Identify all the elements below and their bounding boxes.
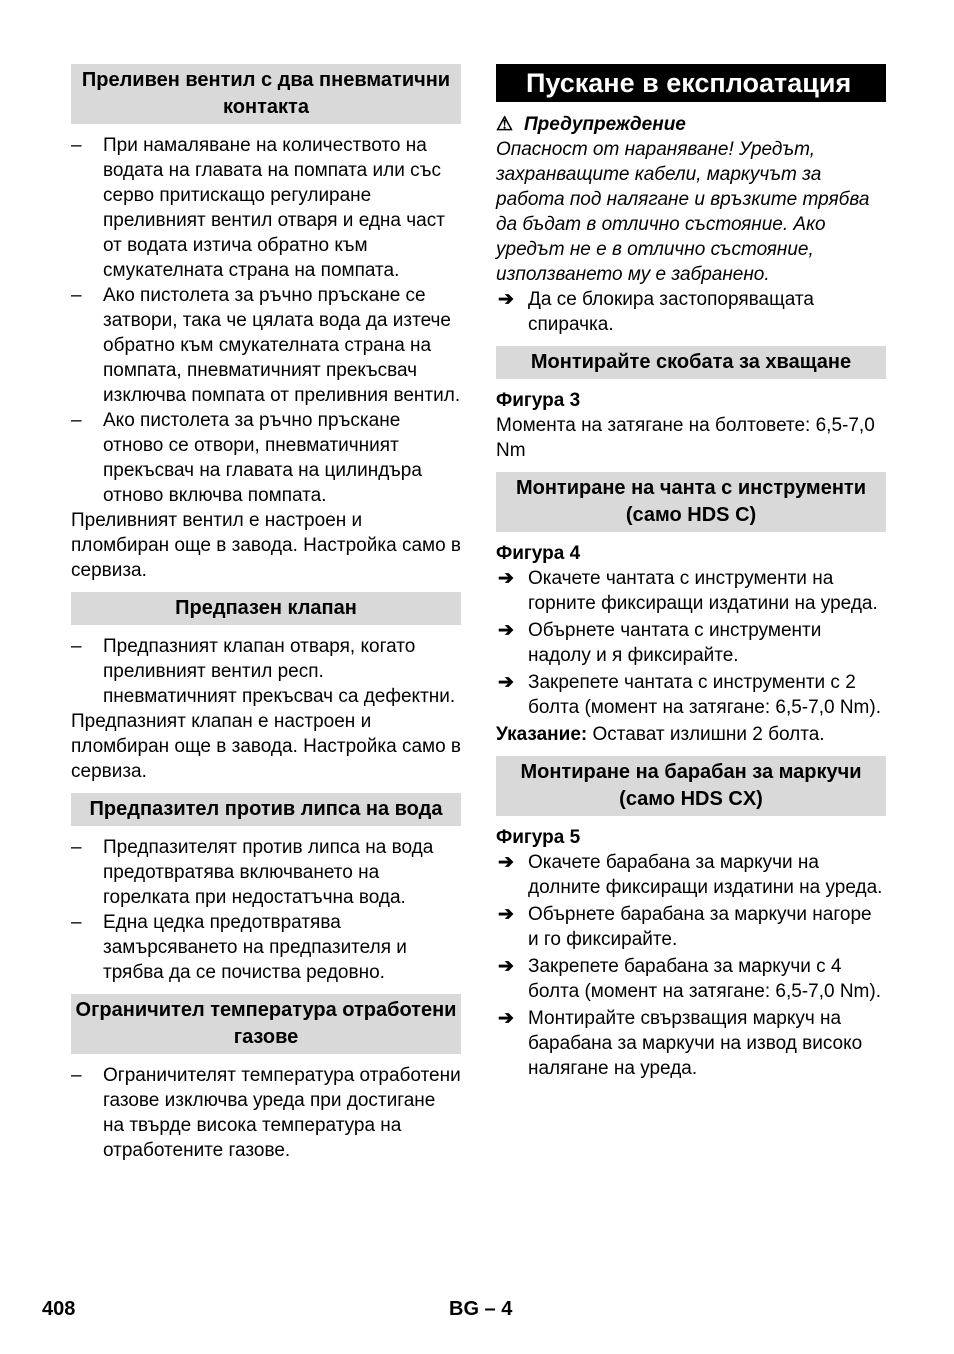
- list-item: – Предпазителят против липса на вода предотвратява включването на горелката при недостатъчна вода.: [71, 837, 434, 908]
- warning-triangle-icon: ⚠: [496, 114, 514, 135]
- paragraph: Преливният вентил е настроен и пломбиран още в завода. Настройка само в сервиза.: [71, 510, 462, 581]
- arrow-icon: ➔: [498, 904, 514, 925]
- step-item: ➔ Обърнете барабана за маркучи нагоре и го фиксирайте.: [498, 904, 872, 950]
- warning-heading: [496, 112, 886, 137]
- section-title-safety-valve: Предпазен клапан: [71, 592, 461, 625]
- paragraph: Момента на затягане на болтовете: 6,5-7,0 Nm: [496, 415, 875, 461]
- list-item: – При намаляване на количеството на водата на главата на помпата или със серво притискащо регулиране преливният вентил отваря и една част от водата изтича обратно към смукателната страна на помпата.: [71, 135, 445, 281]
- list-item: – Една цедка предотвратява замърсяването на предпазителя и трябва да се почиства редовно.: [71, 912, 407, 983]
- dash-marker: –: [71, 636, 82, 657]
- section-title-overflow-valve: Преливен вентил с два пневматични контакта: [71, 64, 461, 124]
- dash-marker: –: [71, 1065, 82, 1086]
- page-number: 408: [42, 1298, 76, 1320]
- list-item: – Предпазният клапан отваря, когато преливният вентил респ. пневматичният прекъсвач са дефектни.: [71, 636, 456, 707]
- arrow-icon: ➔: [498, 289, 514, 310]
- section-title-water-shortage: Предпазител против липса на вода: [71, 793, 461, 826]
- warning-text: Опасност от нараняване! Уредът, захранващите кабели, маркучът за работа под налягане и връзките трябва да бъдат в отлично състояние. Ако уредът не е в отлично състояние, използването му е забранено.: [496, 139, 870, 285]
- main-section-title: Пускане в експлоатация: [496, 64, 886, 102]
- section-title-grip-bracket: Монтирайте скобата за хващане: [496, 346, 886, 379]
- paragraph: Предпазният клапан е настроен и пломбиран още в завода. Настройка само в сервиза.: [71, 711, 462, 782]
- step-item: ➔ Закрепете барабана за маркучи с 4 болта (момент на затягане: 6,5-7,0 Nm).: [498, 956, 881, 1002]
- list-item: – Ако пистолета за ръчно пръскане отново се отвори, пневматичният прекъсвач на главата на цилиндъра отново включва помпата.: [71, 410, 422, 506]
- step-item: ➔ Окачете барабана за маркучи на долните фиксиращи издатини на уреда.: [498, 852, 883, 898]
- note-label: Указание:: [496, 724, 588, 745]
- note: [496, 722, 886, 747]
- dash-marker: –: [71, 837, 82, 858]
- dash-marker: –: [71, 410, 82, 431]
- step-item: ➔ Окачете чантата с инструменти на горните фиксиращи издатини на уреда.: [498, 568, 878, 614]
- arrow-icon: ➔: [498, 672, 514, 693]
- dash-marker: –: [71, 135, 82, 156]
- step-item: ➔ Монтирайте свързващия маркуч на барабана за маркучи на извод високо налягане на уреда.: [498, 1008, 863, 1079]
- step-item: ➔ Обърнете чантата с инструменти надолу и я фиксирайте.: [498, 620, 822, 666]
- note-text: Остават излишни 2 болта.: [587, 724, 825, 745]
- left-column: [71, 64, 461, 1163]
- warning-title: Предупреждение: [524, 114, 686, 135]
- section-title-exhaust-limiter: Ограничител температура отработени газове: [71, 994, 461, 1054]
- list-item: – Ако пистолета за ръчно пръскане се затвори, така че цялата вода да изтече обратно към смукателната страна на помпата, пневматичният прекъсвач изключва помпата от преливния вентил.: [71, 285, 461, 406]
- figure-reference: Фигура 3: [496, 390, 581, 411]
- figure-reference: Фигура 4: [496, 543, 581, 564]
- right-column: [496, 64, 886, 1083]
- arrow-icon: ➔: [498, 568, 514, 589]
- section-title-hose-reel: Монтиране на барабан за маркучи (само HDS CX): [496, 756, 886, 816]
- step-item: ➔ Закрепете чантата с инструменти с 2 болта (момент на затягане: 6,5-7,0 Nm).: [498, 672, 881, 718]
- arrow-icon: ➔: [498, 852, 514, 873]
- dash-marker: –: [71, 912, 82, 933]
- dash-marker: –: [71, 285, 82, 306]
- list-item: – Ограничителят температура отработени газове изключва уреда при достигане на твърде висока температура на отработените газове.: [71, 1065, 461, 1161]
- figure-reference: Фигура 5: [496, 827, 581, 848]
- arrow-icon: ➔: [498, 620, 514, 641]
- section-title-tool-bag: Монтиране на чанта с инструменти (само HDS C): [496, 472, 886, 532]
- step-item: ➔ Да се блокира застопоряващата спирачка.: [498, 289, 814, 335]
- arrow-icon: ➔: [498, 1008, 514, 1029]
- arrow-icon: ➔: [498, 956, 514, 977]
- page-code: BG – 4: [449, 1298, 513, 1320]
